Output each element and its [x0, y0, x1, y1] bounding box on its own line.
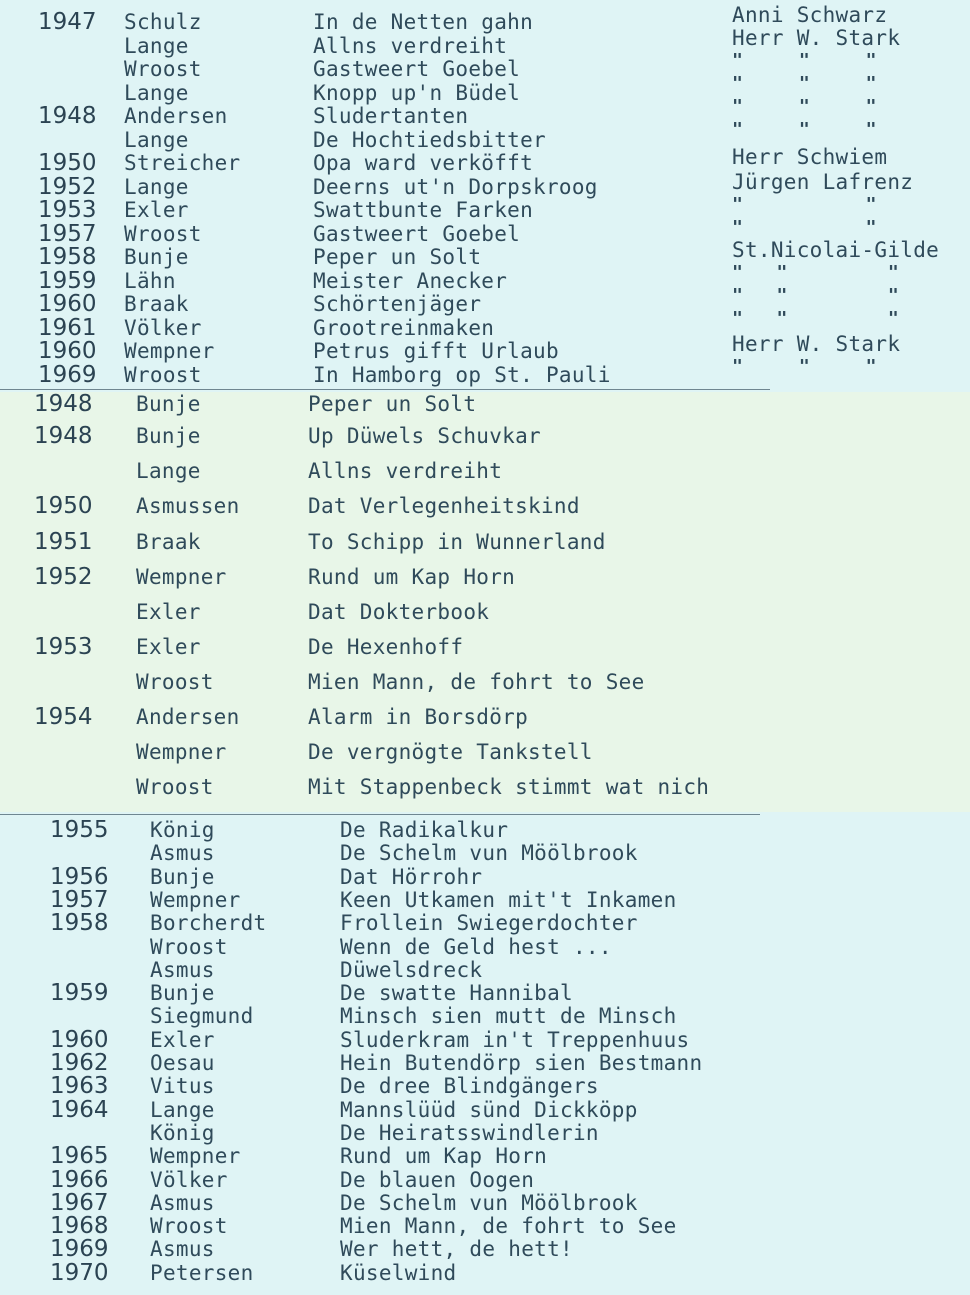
- side-entry: [0, 333, 970, 355]
- side-entry: [0, 27, 970, 49]
- play-title: Peper un Solt: [313, 245, 482, 269]
- play-title: De Hexenhoff: [308, 635, 464, 659]
- side-entry: [0, 96, 970, 118]
- play-year: 1960: [38, 338, 97, 364]
- play-author: Braak: [136, 530, 201, 554]
- play-year: 1960: [38, 291, 97, 317]
- play-title: Sludertanten: [313, 104, 469, 128]
- play-title: Dat Hörrohr: [340, 864, 483, 889]
- play-entry-row: [0, 841, 970, 865]
- performer-name: St.Nicolai-Gilde: [732, 238, 940, 262]
- play-year: 1965: [50, 1143, 109, 1170]
- play-author: Exler: [136, 635, 201, 659]
- ditto-marks: " " ": [732, 308, 900, 329]
- play-year: 1948: [34, 391, 93, 417]
- play-year: 1955: [50, 817, 109, 843]
- play-author: Bunje: [124, 245, 189, 269]
- play-author: König: [150, 818, 215, 842]
- performer-name: Herr W. Stark: [732, 332, 901, 356]
- play-title: Hein Butendörp sien Bestmann: [340, 1051, 703, 1075]
- play-title: In de Netten gahn: [313, 10, 534, 34]
- ditto-marks: " " ": [732, 50, 877, 71]
- divider-line: [0, 389, 770, 390]
- ditto-marks: " " ": [732, 96, 877, 117]
- play-year: 1953: [38, 197, 97, 223]
- play-year: 1961: [38, 314, 97, 341]
- play-year: 1960: [50, 1026, 109, 1053]
- play-entry-row: [0, 530, 970, 554]
- play-title: Mit Stappenbeck stimmt wat nich: [308, 775, 710, 799]
- play-author: Wempner: [124, 339, 215, 363]
- play-author: Asmus: [150, 1237, 215, 1262]
- play-year: 1963: [50, 1073, 109, 1100]
- play-author: Asmus: [150, 1190, 215, 1215]
- play-title: De Schelm vun Möölbrook: [340, 841, 638, 866]
- play-year: 1950: [34, 493, 93, 519]
- play-title: Alarm in Borsdörp: [308, 705, 529, 729]
- play-author: Exler: [136, 600, 201, 624]
- play-year: 1952: [34, 564, 93, 590]
- side-entry: [0, 262, 970, 284]
- play-entry-row: [0, 740, 970, 764]
- play-author: Wroost: [136, 670, 214, 694]
- play-title: De vergnögte Tankstell: [308, 740, 593, 764]
- play-entry-row: [0, 818, 970, 842]
- play-author: Wroost: [124, 57, 202, 81]
- play-author: Braak: [124, 292, 189, 316]
- play-author: Andersen: [124, 104, 228, 128]
- play-author: Bunje: [136, 392, 201, 416]
- ditto-marks: " " ": [732, 356, 877, 377]
- play-entry-row: [0, 958, 970, 982]
- play-author: Asmus: [150, 841, 215, 866]
- play-year: 1968: [50, 1213, 109, 1240]
- play-author: Lähn: [124, 268, 176, 293]
- play-title: Mien Mann, de fohrt to See: [308, 670, 645, 694]
- play-title: Allns verdreiht: [308, 459, 503, 483]
- play-author: Asmus: [150, 957, 215, 982]
- play-entry-row: [0, 459, 970, 483]
- performer-name: Herr Schwiem: [732, 145, 888, 169]
- play-author: Wroost: [124, 221, 202, 246]
- side-entry: [0, 194, 970, 216]
- play-author: Wempner: [150, 887, 241, 912]
- play-entry-row: [0, 1051, 970, 1075]
- play-entry-row: [0, 1144, 970, 1168]
- play-title: Schörtenjäger: [313, 292, 482, 316]
- play-title: Petrus gifft Urlaub: [313, 339, 559, 363]
- ditto-marks: " " ": [732, 285, 900, 306]
- play-year: 1966: [50, 1166, 109, 1193]
- play-title: Peper un Solt: [308, 392, 477, 416]
- divider-line: [0, 814, 760, 815]
- play-title: De Schelm vun Möölbrook: [340, 1190, 638, 1215]
- play-title: Rund um Kap Horn: [308, 565, 516, 589]
- play-entry-row: [0, 392, 970, 416]
- play-title: Wenn de Geld hest ...: [340, 934, 612, 959]
- side-entry: [0, 356, 970, 378]
- performer-name: Herr W. Stark: [732, 26, 901, 50]
- play-author: Andersen: [136, 705, 240, 729]
- side-entry: [0, 308, 970, 330]
- play-year: 1969: [50, 1236, 109, 1263]
- play-author: Bunje: [136, 424, 201, 448]
- play-year: 1967: [50, 1189, 109, 1216]
- play-author: Streicher: [124, 151, 241, 175]
- play-entry-row: [0, 1168, 970, 1192]
- play-author: Schulz: [124, 10, 202, 34]
- play-entry-row: [0, 1261, 970, 1285]
- ditto-marks: " " ": [732, 262, 900, 283]
- play-entry-row: [0, 865, 970, 889]
- play-year: 1962: [50, 1050, 109, 1076]
- play-author: Lange: [124, 80, 189, 105]
- side-entry: [0, 119, 970, 141]
- play-year: 1959: [50, 980, 109, 1007]
- play-entry-row: [0, 565, 970, 589]
- side-entry: [0, 4, 970, 26]
- play-entry-row: [0, 635, 970, 659]
- play-year: 1954: [34, 704, 93, 730]
- play-year: 1957: [50, 886, 109, 913]
- play-entry-row: [0, 1214, 970, 1238]
- play-author: Exler: [124, 198, 189, 222]
- play-author: Wroost: [150, 934, 228, 959]
- play-entry-row: [0, 1121, 970, 1145]
- play-title: Opa ward verköfft: [313, 151, 534, 175]
- play-entry-row: [0, 670, 970, 694]
- play-title: Frollein Swiegerdochter: [340, 911, 638, 936]
- play-author: Asmussen: [136, 494, 240, 518]
- play-entry-row: [0, 1191, 970, 1215]
- play-entry-row: [0, 888, 970, 912]
- play-year: 1951: [34, 529, 93, 555]
- play-year: 1957: [38, 220, 97, 247]
- play-title: Dat Dokterbook: [308, 600, 490, 624]
- play-entry-row: [0, 935, 970, 959]
- side-entry: [0, 50, 970, 72]
- play-year: 1958: [38, 244, 97, 270]
- play-title: Meister Anecker: [313, 268, 508, 293]
- play-title: Dat Verlegenheitskind: [308, 494, 580, 518]
- play-entry-row: [0, 1237, 970, 1261]
- play-entry-row: [0, 1028, 970, 1052]
- play-author: Lange: [150, 1097, 215, 1122]
- play-author: Wroost: [136, 775, 214, 799]
- play-author: Bunje: [150, 981, 215, 1006]
- play-author: Petersen: [150, 1260, 254, 1285]
- play-title: De swatte Hannibal: [340, 981, 573, 1006]
- play-entry-row: [0, 911, 970, 935]
- play-title: Swattbunte Farken: [313, 198, 534, 222]
- play-title: To Schipp in Wunnerland: [308, 530, 606, 554]
- play-entry-row: [0, 424, 970, 448]
- play-title: Gastweert Goebel: [313, 221, 521, 246]
- ditto-marks: " ": [732, 217, 877, 238]
- play-author: Wroost: [150, 1214, 228, 1239]
- play-title: Up Düwels Schuvkar: [308, 424, 541, 448]
- play-title: De dree Blindgängers: [340, 1074, 599, 1099]
- ditto-marks: " ": [732, 194, 877, 215]
- play-title: Sluderkram in't Treppenhuus: [340, 1027, 690, 1052]
- play-author: Bunje: [150, 864, 215, 889]
- play-author: Vitus: [150, 1074, 215, 1099]
- play-title: In Hamborg op St. Pauli: [313, 362, 611, 387]
- side-entry: [0, 239, 970, 261]
- play-author: Wempner: [136, 740, 227, 764]
- play-author: Lange: [124, 127, 189, 152]
- play-title: De Radikalkur: [340, 818, 509, 842]
- play-author: Lange: [136, 459, 201, 483]
- play-author: König: [150, 1120, 215, 1145]
- ditto-marks: " " ": [732, 119, 877, 140]
- play-year: 1950: [38, 150, 97, 176]
- play-title: Mien Mann, de fohrt to See: [340, 1214, 677, 1239]
- play-year: 1969: [38, 361, 97, 388]
- play-title: De Heiratsswindlerin: [340, 1120, 599, 1145]
- play-year: 1948: [34, 423, 93, 449]
- play-author: Lange: [124, 174, 189, 199]
- play-title: Rund um Kap Horn: [340, 1144, 548, 1169]
- play-author: Borcherdt: [150, 911, 267, 936]
- play-author: Wempner: [136, 565, 227, 589]
- play-author: Völker: [150, 1167, 228, 1192]
- play-year: 1956: [50, 863, 109, 890]
- play-year: 1947: [38, 9, 97, 35]
- play-entry-row: [0, 1098, 970, 1122]
- play-title: Wer hett, de hett!: [340, 1237, 573, 1262]
- side-entry: [0, 285, 970, 307]
- play-year: 1970: [50, 1259, 109, 1286]
- play-entry-row: [0, 705, 970, 729]
- play-title: Minsch sien mutt de Minsch: [340, 1004, 677, 1029]
- play-year: 1948: [38, 103, 97, 129]
- play-year: 1952: [38, 173, 97, 200]
- play-year: 1964: [50, 1096, 109, 1123]
- play-author: Wempner: [150, 1144, 241, 1169]
- play-entry-row: [0, 494, 970, 518]
- play-author: Lange: [124, 33, 189, 58]
- play-title: Gastweert Goebel: [313, 57, 521, 81]
- play-author: Wroost: [124, 362, 202, 387]
- play-entry-row: [0, 600, 970, 624]
- play-title: Allns verdreiht: [313, 33, 508, 58]
- play-title: Knopp up'n Büdel: [313, 80, 521, 105]
- play-title: De Hochtiedsbitter: [313, 127, 546, 152]
- play-year: 1953: [34, 634, 93, 660]
- performer-name: Jürgen Lafrenz: [732, 170, 914, 194]
- play-year: 1959: [38, 267, 97, 294]
- play-title: Küselwind: [340, 1260, 457, 1285]
- play-author: Völker: [124, 315, 202, 340]
- play-title: De blauen Oogen: [340, 1167, 535, 1192]
- play-author: Oesau: [150, 1051, 215, 1075]
- play-entry-row: [0, 1074, 970, 1098]
- play-year: 1958: [50, 910, 109, 937]
- side-entry: [0, 171, 970, 193]
- side-entry: [0, 146, 970, 168]
- play-author: Exler: [150, 1027, 215, 1052]
- play-author: Siegmund: [150, 1004, 254, 1029]
- performer-name: Anni Schwarz: [732, 3, 888, 27]
- play-entry-row: [0, 981, 970, 1005]
- side-entry: [0, 73, 970, 95]
- ditto-marks: " " ": [732, 73, 877, 94]
- play-title: Keen Utkamen mit't Inkamen: [340, 887, 677, 912]
- play-entry-row: [0, 775, 970, 799]
- play-title: Düwelsdreck: [340, 957, 483, 982]
- play-title: Grootreinmaken: [313, 315, 495, 340]
- play-title: Deerns ut'n Dorpskroog: [313, 174, 598, 199]
- play-entry-row: [0, 1004, 970, 1028]
- play-title: Mannslüüd sünd Dickköpp: [340, 1097, 638, 1122]
- side-entry: [0, 217, 970, 239]
